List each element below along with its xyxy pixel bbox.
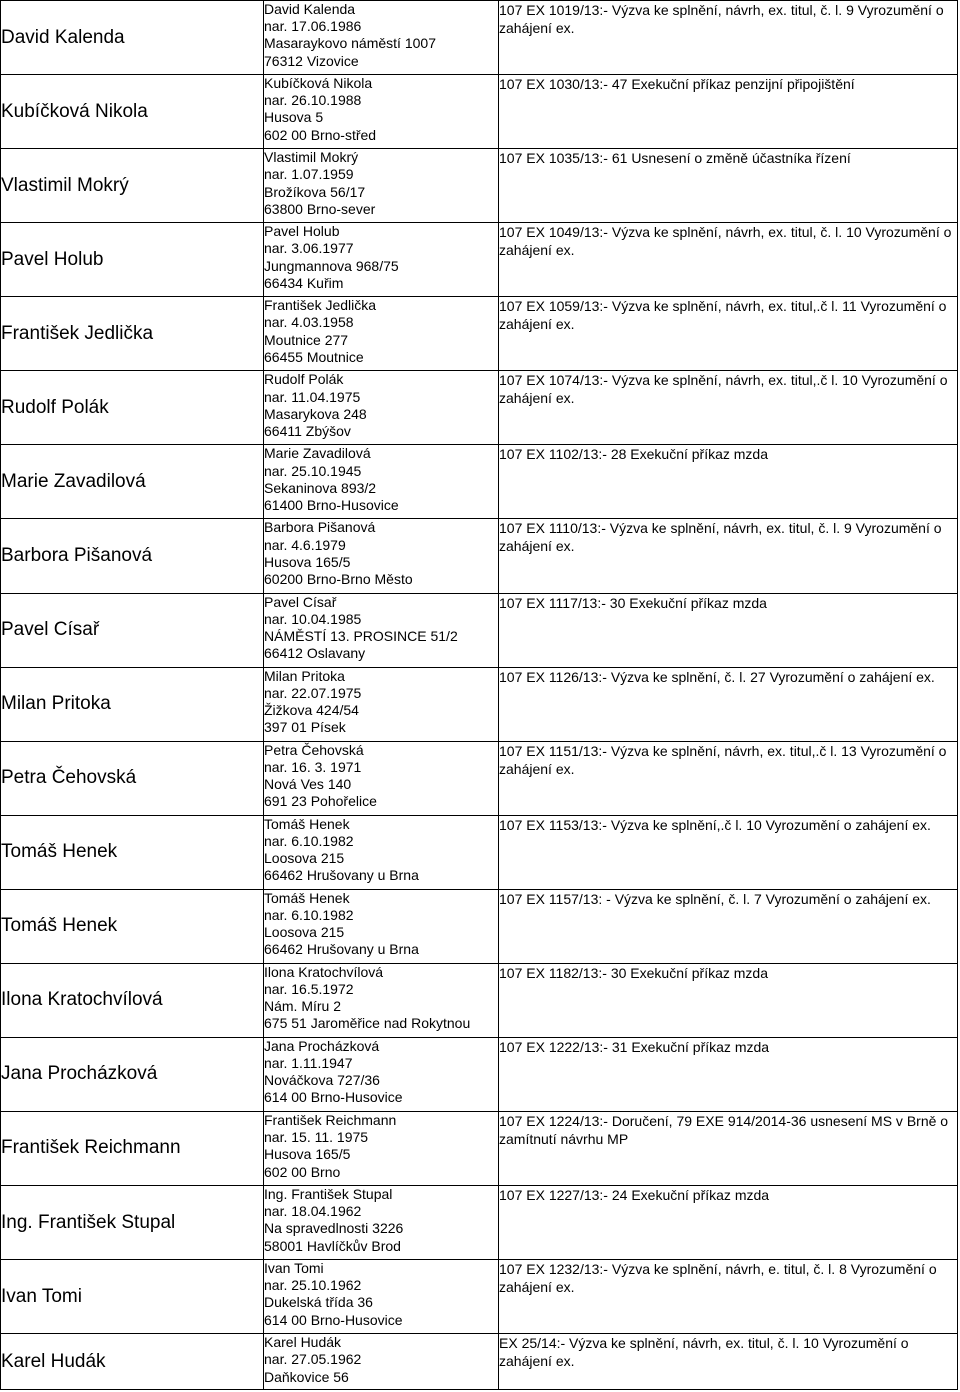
debtor-name: Tomáš Henek — [1, 815, 264, 889]
table-row — [1, 371, 958, 445]
detail-line: Petra Čehovská — [264, 741, 364, 758]
detail-line: NÁMĚSTÍ 13. PROSINCE 51/2 — [264, 627, 458, 644]
debtor-name: Jana Procházková — [1, 1037, 264, 1111]
case-description: 107 EX 1182/13:- 30 Exekuční příkaz mzda — [499, 963, 958, 1037]
table-row — [1, 593, 958, 667]
detail-line: Nová Ves 140 — [264, 776, 352, 793]
debtor-name: Milan Pritoka — [1, 667, 264, 741]
detail-line: nar. 1.11.1947 — [264, 1055, 353, 1072]
detail-line: nar. 6.10.1982 — [264, 906, 354, 923]
debtor-name: Ivan Tomi — [1, 1260, 264, 1334]
detail-line: František Jedlička — [264, 297, 377, 314]
detail-line: František Reichmann — [264, 1111, 397, 1128]
table-row — [1, 889, 958, 963]
case-description: 107 EX 1035/13:- 61 Usnesení o změně účastníka řízení — [499, 149, 958, 223]
detail-line: Husova 165/5 — [264, 1146, 351, 1163]
detail-line: 66462 Hrušovany u Brna — [264, 941, 419, 958]
table-row — [1, 149, 958, 223]
detail-line: nar. 4.6.1979 — [264, 536, 346, 553]
debtor-name: František Jedlička — [1, 297, 264, 371]
detail-line: nar. 11.04.1975 — [264, 388, 361, 405]
detail-line: Husova 165/5 — [264, 553, 351, 570]
case-description: 107 EX 1074/13:- Výzva ke splnění, návrh, ex. titul,.č l. 10 Vyrozumění o zahájení ex. — [499, 371, 958, 445]
detail-line: Husova 5 — [264, 109, 324, 126]
detail-line: nar. 6.10.1982 — [264, 832, 354, 849]
debtor-details — [264, 1, 499, 75]
detail-line: Karel Hudák — [264, 1334, 342, 1351]
table-row — [1, 667, 958, 741]
table-row — [1, 815, 958, 889]
detail-line: Nováčkova 727/36 — [264, 1072, 380, 1089]
detail-line: 66411 Zbýšov — [264, 422, 351, 439]
detail-line: 63800 Brno-sever — [264, 200, 376, 217]
detail-line: Milan Pritoka — [264, 667, 345, 684]
debtor-details — [264, 519, 499, 593]
debtor-details — [264, 371, 499, 445]
detail-line: 61400 Brno-Husovice — [264, 496, 399, 513]
detail-line: 58001 Havlíčkův Brod — [264, 1237, 401, 1254]
debtor-details — [264, 445, 499, 519]
detail-line: 66462 Hrušovany u Brna — [264, 867, 419, 884]
table-row — [1, 1334, 958, 1390]
detail-line: 66434 Kuřim — [264, 274, 344, 291]
debtor-details — [264, 75, 499, 149]
detail-line: nar. 17.06.1986 — [264, 18, 362, 35]
detail-line: Jana Procházková — [264, 1037, 380, 1054]
detail-line: nar. 1.07.1959 — [264, 166, 354, 183]
debtor-details — [264, 593, 499, 667]
table-row — [1, 963, 958, 1037]
detail-line: 66412 Oslavany — [264, 645, 366, 662]
detail-line: Žižkova 424/54 — [264, 701, 359, 718]
debtor-details — [264, 1334, 499, 1390]
detail-line: nar. 3.06.1977 — [264, 240, 354, 257]
detail-line: Nám. Míru 2 — [264, 998, 342, 1015]
detail-line: nar. 27.05.1962 — [264, 1351, 362, 1368]
detail-line: Pavel Císař — [264, 593, 337, 610]
debtor-name: David Kalenda — [1, 1, 264, 75]
detail-line: 602 00 Brno-střed — [264, 126, 377, 143]
table-row — [1, 297, 958, 371]
detail-line: Ilona Kratochvílová — [264, 963, 384, 980]
detail-line: Jungmannova 968/75 — [264, 257, 399, 274]
case-description: 107 EX 1222/13:- 31 Exekuční příkaz mzda — [499, 1037, 958, 1111]
detail-line: Masaraykovo náměstí 1007 — [264, 35, 436, 52]
detail-line: Ivan Tomi — [264, 1260, 324, 1277]
detail-line: 76312 Vizovice — [264, 52, 359, 69]
debtor-name: Kubíčková Nikola — [1, 75, 264, 149]
debtor-details — [264, 741, 499, 815]
table-row — [1, 75, 958, 149]
debtor-details — [264, 1037, 499, 1111]
case-description: 107 EX 1126/13:- Výzva ke splnění, č. l. 27 Vyrozumění o zahájení ex. — [499, 667, 958, 741]
detail-line: nar. 25.10.1962 — [264, 1277, 362, 1294]
debtor-name: Barbora Pišanová — [1, 519, 264, 593]
detail-line: 602 00 Brno — [264, 1163, 341, 1180]
detail-line: nar. 16.5.1972 — [264, 981, 354, 998]
case-description: 107 EX 1030/13:- 47 Exekuční příkaz penzijní připojištění — [499, 75, 958, 149]
detail-line: Barbora Pišanová — [264, 519, 376, 536]
detail-line: nar. 4.03.1958 — [264, 314, 354, 331]
table-row — [1, 741, 958, 815]
case-description: 107 EX 1059/13:- Výzva ke splnění, návrh, ex. titul,.č l. 11 Vyrozumění o zahájení ex. — [499, 297, 958, 371]
detail-line: Vlastimil Mokrý — [264, 149, 359, 166]
table-row — [1, 1037, 958, 1111]
detail-line: nar. 15. 11. 1975 — [264, 1129, 369, 1146]
case-description: 107 EX 1224/13:- Doručení, 79 EXE 914/2014-36 usnesení MS v Brně o zamítnutí návrhu MP — [499, 1111, 958, 1185]
debtor-name: Pavel Císař — [1, 593, 264, 667]
debtor-name: Tomáš Henek — [1, 889, 264, 963]
table-row — [1, 519, 958, 593]
detail-line: nar. 26.10.1988 — [264, 92, 362, 109]
debtor-details — [264, 223, 499, 297]
detail-line: Tomáš Henek — [264, 889, 350, 906]
debtor-details — [264, 149, 499, 223]
detail-line: Na spravedlnosti 3226 — [264, 1220, 404, 1237]
detail-line: nar. 10.04.1985 — [264, 610, 362, 627]
case-description: 107 EX 1157/13: - Výzva ke splnění, č. l. 7 Vyrozumění o zahájení ex. — [499, 889, 958, 963]
debtor-details — [264, 889, 499, 963]
debtor-details — [264, 963, 499, 1037]
debtor-name: Rudolf Polák — [1, 371, 264, 445]
detail-line: Masarykova 248 — [264, 405, 367, 422]
case-description: 107 EX 1227/13:- 24 Exekuční příkaz mzda — [499, 1186, 958, 1260]
debtor-details — [264, 1260, 499, 1334]
case-description: 107 EX 1102/13:- 28 Exekuční příkaz mzda — [499, 445, 958, 519]
table-row — [1, 1260, 958, 1334]
debtor-name: Marie Zavadilová — [1, 445, 264, 519]
case-description: 107 EX 1019/13:- Výzva ke splnění, návrh, ex. titul, č. l. 9 Vyrozumění o zahájení ex. — [499, 1, 958, 75]
table-row — [1, 1186, 958, 1260]
detail-line: Rudolf Polák — [264, 371, 344, 388]
debtor-name: Pavel Holub — [1, 223, 264, 297]
table-row — [1, 1111, 958, 1185]
detail-line: 66455 Moutnice — [264, 348, 364, 365]
case-description: 107 EX 1151/13:- Výzva ke splnění, návrh, ex. titul,.č l. 13 Vyrozumění o zahájení ex. — [499, 741, 958, 815]
detail-line: Marie Zavadilová — [264, 445, 371, 462]
debtor-name: Karel Hudák — [1, 1334, 264, 1390]
debtor-details — [264, 1111, 499, 1185]
detail-line: Ing. František Stupal — [264, 1186, 393, 1202]
detail-line: 614 00 Brno-Husovice — [264, 1311, 403, 1328]
records-body — [1, 1, 958, 1390]
detail-line: David Kalenda — [264, 1, 356, 17]
case-description: EX 25/14:- Výzva ke splnění, návrh, ex. titul, č. l. 10 Vyrozumění o zahájení ex. — [499, 1334, 958, 1390]
detail-line: nar. 25.10.1945 — [264, 462, 362, 479]
detail-line: nar. 16. 3. 1971 — [264, 758, 362, 775]
debtor-name: František Reichmann — [1, 1111, 264, 1185]
detail-line: nar. 22.07.1975 — [264, 684, 362, 701]
detail-line: Daňkovice 56 — [264, 1368, 349, 1385]
detail-line: Moutnice 277 — [264, 331, 349, 348]
detail-line: 614 00 Brno-Husovice — [264, 1089, 403, 1106]
detail-line: Tomáš Henek — [264, 815, 350, 832]
case-description: 107 EX 1049/13:- Výzva ke splnění, návrh, ex. titul, č. l. 10 Vyrozumění o zahájení ex. — [499, 223, 958, 297]
table-row — [1, 445, 958, 519]
case-description: 107 EX 1110/13:- Výzva ke splnění, návrh, ex. titul, č. l. 9 Vyrozumění o zahájení ex. — [499, 519, 958, 593]
detail-line: Sekaninova 893/2 — [264, 479, 377, 496]
detail-line: 60200 Brno-Brno Město — [264, 571, 413, 588]
detail-line: 675 51 Jaroměřice nad Rokytnou — [264, 1015, 471, 1032]
detail-line: 691 23 Pohořelice — [264, 793, 377, 810]
detail-line: Brožíkova 56/17 — [264, 183, 366, 200]
debtor-name: Petra Čehovská — [1, 741, 264, 815]
debtor-details — [264, 297, 499, 371]
debtor-name: Ilona Kratochvílová — [1, 963, 264, 1037]
debtor-name: Vlastimil Mokrý — [1, 149, 264, 223]
detail-line: Loosova 215 — [264, 924, 345, 941]
detail-line: nar. 18.04.1962 — [264, 1203, 362, 1220]
detail-line: 397 01 Písek — [264, 719, 346, 736]
case-description: 107 EX 1232/13:- Výzva ke splnění, návrh, e. titul, č. l. 8 Vyrozumění o zahájení ex. — [499, 1260, 958, 1334]
debtor-details — [264, 815, 499, 889]
table-row — [1, 1, 958, 75]
case-description: 107 EX 1117/13:- 30 Exekuční příkaz mzda — [499, 593, 958, 667]
debtor-name: Ing. František Stupal — [1, 1186, 264, 1260]
detail-line: Dukelská třída 36 — [264, 1294, 373, 1311]
detail-line: Loosova 215 — [264, 850, 345, 867]
detail-line: Kubíčková Nikola — [264, 75, 373, 92]
debtor-details — [264, 1186, 499, 1260]
table-row — [1, 223, 958, 297]
detail-line: Pavel Holub — [264, 223, 340, 240]
case-description: 107 EX 1153/13:- Výzva ke splnění,.č l. 10 Vyrozumění o zahájení ex. — [499, 815, 958, 889]
debtor-details — [264, 667, 499, 741]
